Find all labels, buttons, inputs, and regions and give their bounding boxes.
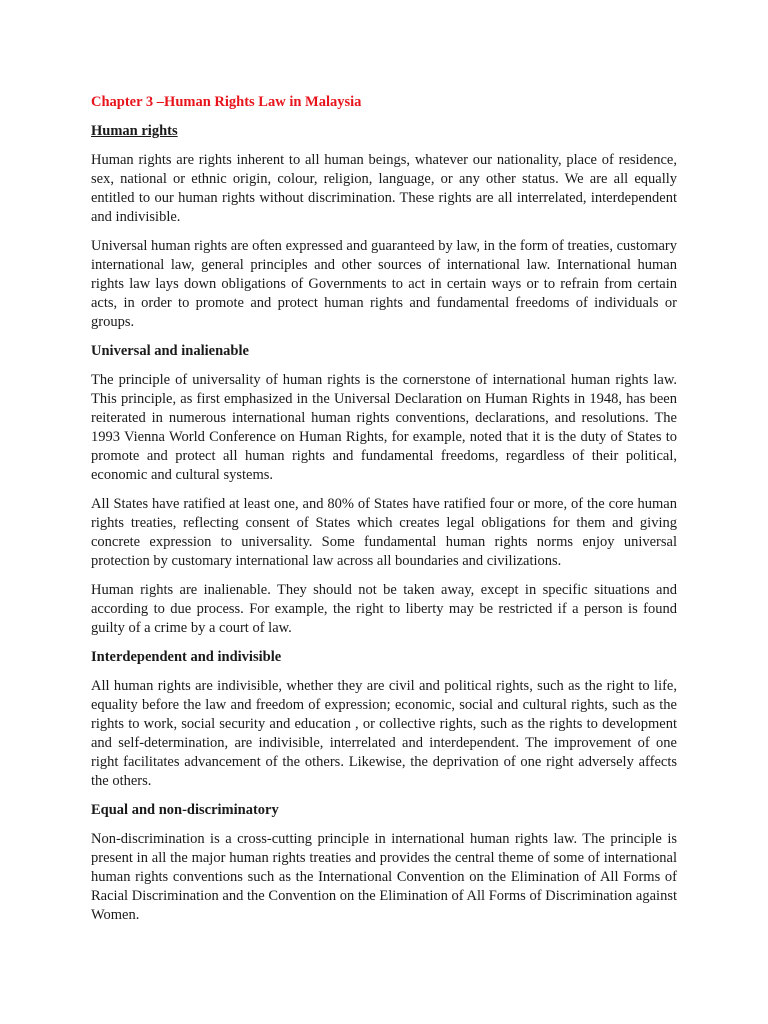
section-heading-equal-non-discriminatory: Equal and non-discriminatory	[91, 802, 279, 818]
paragraph: All human rights are indivisible, whether they are civil and political rights, such as the right to life, equality before the law and freedom of expression; economic, social and cultural rights, such as the rights to work, social security and education , or collective rights, such as the rights to development and self-determination, are indivisible, interrelated and interdependent. The improvement of one right facilitates advancement of the others. Likewise, the deprivation of one right adversely affects the others.	[91, 678, 677, 789]
paragraph: Human rights are rights inherent to all human beings, whatever our nationality, place of residence, sex, national or ethnic origin, colour, religion, language, or any other status. We are all equally entitled to our human rights without discrimination. These rights are all interrelated, interdependent and indivisible.	[91, 152, 677, 225]
paragraph: Human rights are inalienable. They should not be taken away, except in specific situations and according to due process. For example, the right to liberty may be restricted if a person is found guilty of a crime by a court of law.	[91, 582, 677, 636]
document-page	[91, 93, 677, 935]
paragraph: Universal human rights are often expressed and guaranteed by law, in the form of treaties, customary international law, general principles and other sources of international law. International human rights law lays down obligations of Governments to act in certain ways or to refrain from certain acts, in order to promote and protect human rights and fundamental freedoms of individuals or groups.	[91, 238, 677, 330]
section-heading-interdependent-indivisible: Interdependent and indivisible	[91, 649, 282, 665]
section-heading-universal-inalienable: Universal and inalienable	[91, 343, 249, 359]
chapter-title: Chapter 3 –Human Rights Law in Malaysia	[91, 94, 362, 110]
section-heading-human-rights: Human rights	[91, 123, 178, 139]
paragraph: All States have ratified at least one, and 80% of States have ratified four or more, of the core human rights treaties, reflecting consent of States which creates legal obligations for them and giving concrete expression to universality. Some fundamental human rights norms enjoy universal protection by customary international law across all boundaries and civilizations.	[91, 496, 677, 569]
paragraph: Non-discrimination is a cross-cutting principle in international human rights law. The principle is present in all the major human rights treaties and provides the central theme of some of international human rights conventions such as the International Convention on the Elimination of All Forms of Racial Discrimination and the Convention on the Elimination of All Forms of Discrimination against Women.	[91, 831, 677, 923]
paragraph: The principle of universality of human rights is the cornerstone of international human rights law. This principle, as first emphasized in the Universal Declaration on Human Rights in 1948, has been reiterated in numerous international human rights conventions, declarations, and resolutions. The 1993 Vienna World Conference on Human Rights, for example, noted that it is the duty of States to promote and protect all human rights and fundamental freedoms, regardless of their political, economic and cultural systems.	[91, 372, 677, 483]
